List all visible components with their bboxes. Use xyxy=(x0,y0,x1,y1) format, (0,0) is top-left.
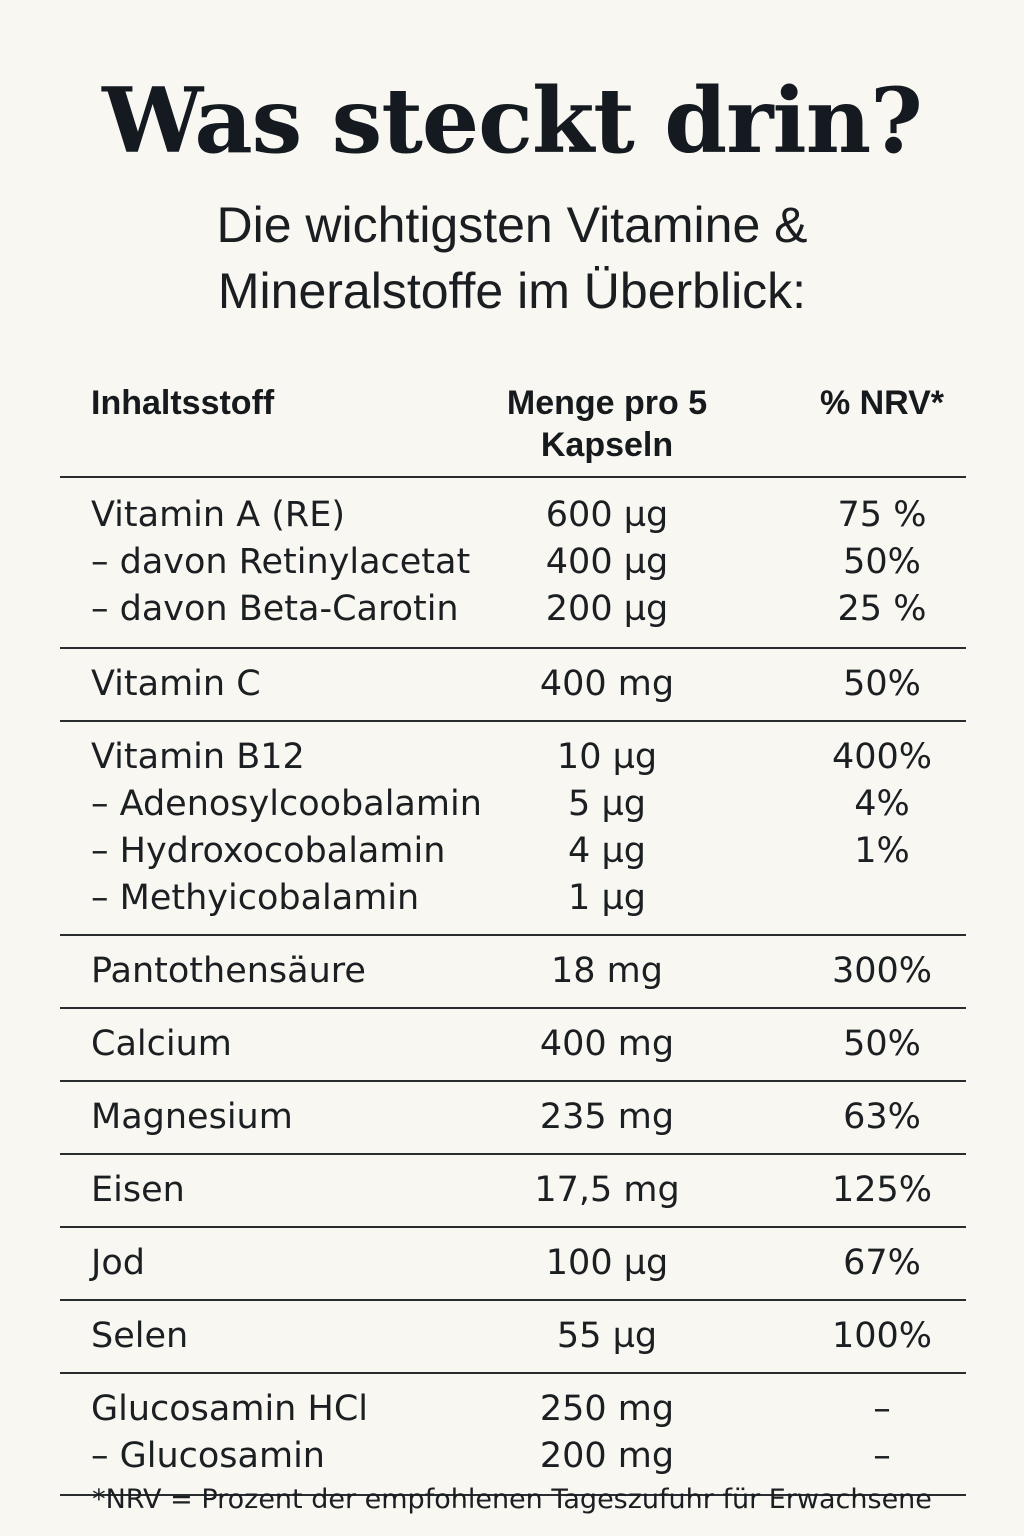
amount-cell: 250 mg xyxy=(539,1389,675,1429)
nrv-cell: 50% xyxy=(843,542,921,582)
nrv-cell: 4% xyxy=(854,784,910,824)
ingredient-cell: Pantothensäure xyxy=(91,951,366,991)
ingredient-cell: Calcium xyxy=(91,1024,232,1064)
ingredient-cell: Eisen xyxy=(91,1170,185,1210)
nrv-cell: 50% xyxy=(843,664,921,704)
ingredient-cell: Selen xyxy=(91,1316,189,1356)
amount-cell: 10 µg xyxy=(556,737,658,777)
table-row xyxy=(60,1313,966,1360)
amount-cell: 600 µg xyxy=(545,495,669,535)
table-row-group xyxy=(60,1228,966,1301)
amount-cell: 5 µg xyxy=(568,784,646,824)
nrv-cell: 300% xyxy=(831,951,933,991)
amount-cell: 1 µg xyxy=(568,878,646,918)
amount-cell: 18 mg xyxy=(551,951,663,991)
ingredient-cell: Magnesium xyxy=(91,1097,293,1137)
table-row xyxy=(60,781,966,828)
amount-cell: 235 mg xyxy=(539,1097,675,1137)
table-row xyxy=(60,1386,966,1433)
header-amount: Menge pro 5 Kapseln xyxy=(506,384,708,464)
footnote: *NRV = Prozent der empfohlenen Tageszufuhr für Erwachsene xyxy=(92,1484,932,1515)
table-row xyxy=(60,1240,966,1287)
nrv-cell: 67% xyxy=(843,1243,921,1283)
ingredient-cell: – davon Beta-Carotin xyxy=(91,589,459,629)
table-row-group xyxy=(60,1009,966,1082)
table-row-group xyxy=(60,478,966,649)
table-row xyxy=(60,734,966,781)
ingredient-cell: – Glucosamin xyxy=(91,1436,325,1476)
ingredient-cell: Glucosamin HCl xyxy=(91,1389,368,1429)
nrv-cell: 50% xyxy=(843,1024,921,1064)
nrv-cell: 75 % xyxy=(837,495,927,535)
amount-cell: 400 mg xyxy=(539,1024,675,1064)
ingredient-cell: Jod xyxy=(91,1243,145,1283)
table-row xyxy=(60,586,966,633)
table-row-group xyxy=(60,1374,966,1496)
amount-cell: 4 µg xyxy=(568,831,646,871)
table-row-group xyxy=(60,722,966,936)
table-row xyxy=(60,875,966,922)
nrv-cell: 1% xyxy=(854,831,910,871)
ingredient-cell: Vitamin A (RE) xyxy=(91,495,346,535)
nrv-cell: 100% xyxy=(831,1316,933,1356)
table-row-group xyxy=(60,1082,966,1155)
page-subtitle xyxy=(0,192,1024,324)
subtitle-line: Mineralstoffe im Überblick: xyxy=(217,263,807,319)
table-row xyxy=(60,1021,966,1068)
table-row xyxy=(60,1094,966,1141)
amount-cell: 400 mg xyxy=(539,664,675,704)
nrv-cell: – xyxy=(873,1389,891,1429)
table-row xyxy=(60,828,966,875)
amount-cell: 200 µg xyxy=(545,589,669,629)
nrv-cell: 400% xyxy=(831,737,933,777)
table-header xyxy=(60,378,966,478)
ingredient-cell: Vitamin C xyxy=(91,664,261,704)
ingredient-cell: – Methyicobalamin xyxy=(91,878,420,918)
ingredient-cell: – Adenosylcoobalamin xyxy=(91,784,482,824)
header-ingredient: Inhaltsstoff xyxy=(91,384,275,422)
ingredient-cell: – Hydroxocobalamin xyxy=(91,831,446,871)
table-row-group xyxy=(60,649,966,722)
page-title: Was steckt drin? xyxy=(102,68,922,174)
amount-cell: 55 µg xyxy=(556,1316,658,1356)
table-row xyxy=(60,492,966,539)
table-row xyxy=(60,1433,966,1480)
table-row-group xyxy=(60,1301,966,1374)
header-nrv: % NRV* xyxy=(819,384,945,422)
nrv-cell: 25 % xyxy=(837,589,927,629)
table-row xyxy=(60,1167,966,1214)
amount-cell: 400 µg xyxy=(545,542,669,582)
subtitle-line: Die wichtigsten Vitamine & xyxy=(216,197,808,253)
ingredient-cell: Vitamin B12 xyxy=(91,737,305,777)
ingredient-cell: – davon Retinylacetat xyxy=(91,542,471,582)
nrv-cell: 125% xyxy=(831,1170,933,1210)
table-row xyxy=(60,539,966,586)
nrv-cell: – xyxy=(873,1436,891,1476)
table-row-group xyxy=(60,1155,966,1228)
table-row xyxy=(60,661,966,708)
amount-cell: 200 mg xyxy=(539,1436,675,1476)
amount-cell: 17,5 mg xyxy=(534,1170,680,1210)
amount-cell: 100 µg xyxy=(545,1243,669,1283)
nutrient-table xyxy=(60,378,966,1496)
nrv-cell: 63% xyxy=(843,1097,921,1137)
table-row-group xyxy=(60,936,966,1009)
table-row xyxy=(60,948,966,995)
